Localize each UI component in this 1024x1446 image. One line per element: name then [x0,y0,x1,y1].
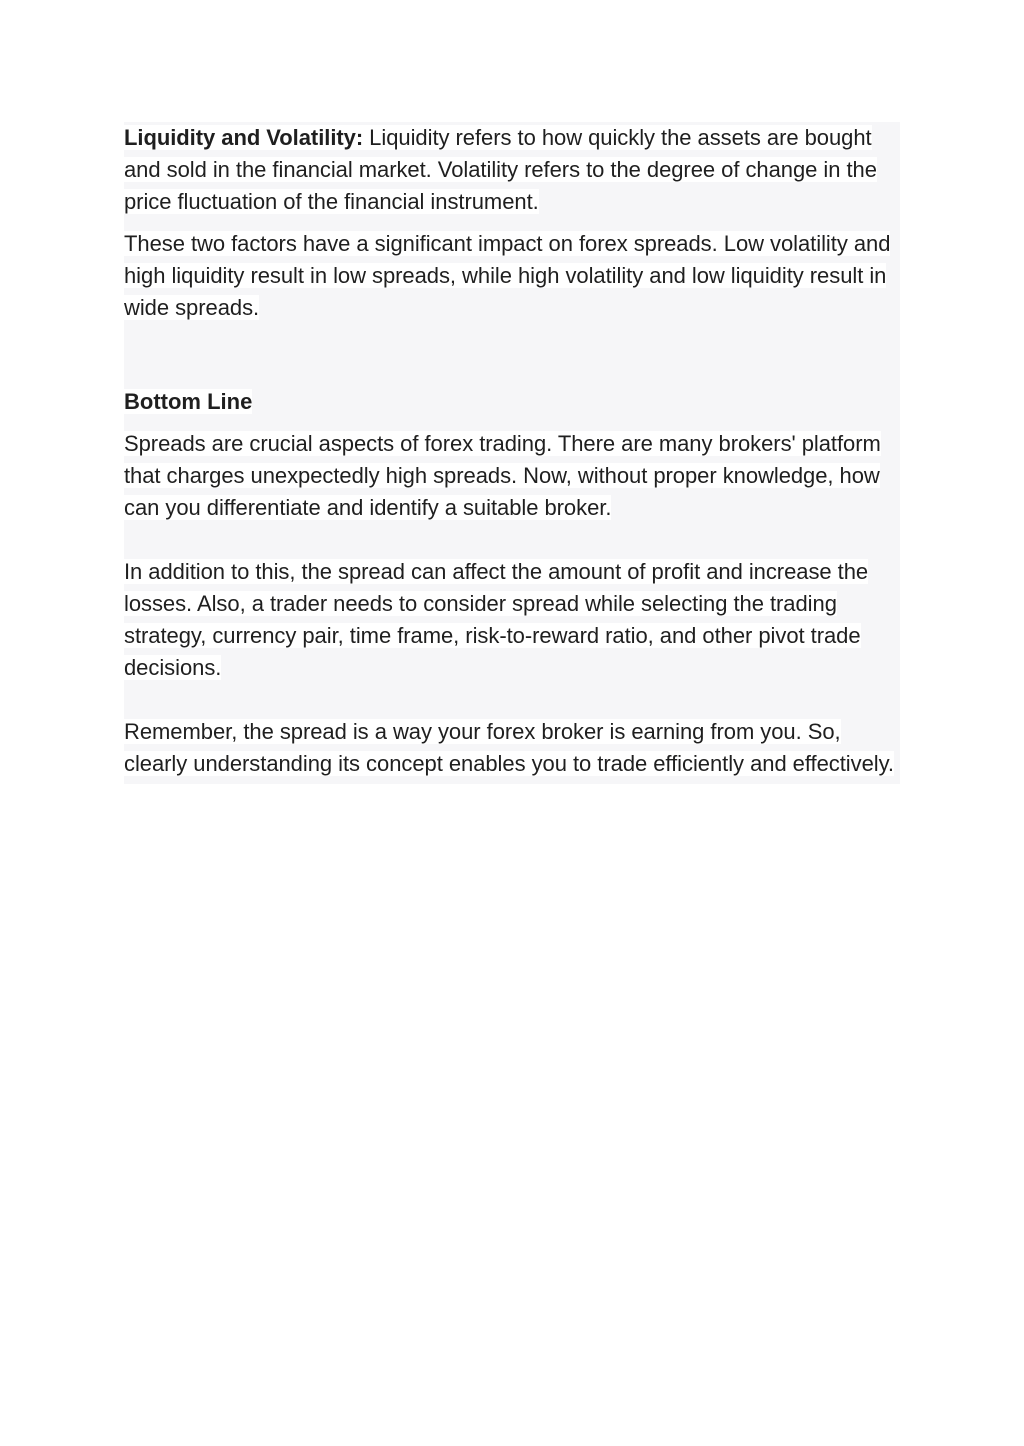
spacer [124,324,900,386]
impact-text: These two factors have a significant impact on forex spreads. Low volatility and high liquidity result in low spreads, while high volatility and low liquidity result in wide spreads. [124,231,891,320]
bottom-line-paragraph-2: In addition to this, the spread can affect the amount of profit and increase the losses. Also, a trader needs to consider spread while selecting the trading strategy, currency pair, time frame, risk-to-reward ratio, and other pivot trade decisions. [124,559,869,680]
spacer [124,684,900,716]
document-body [124,122,900,784]
spacer [124,524,900,556]
impact-paragraph [124,228,900,324]
spacer [124,218,900,228]
liquidity-label: Liquidity and Volatility: [124,125,364,150]
liquidity-text: Liquidity refers to how quickly the assets are bought and sold in the financial market. Volatility refers to the degree of change in the price fluctuation of the financial instrument. [124,125,877,214]
bottom-line-heading: Bottom Line [124,389,253,414]
spacer [124,418,900,428]
bottom-line-paragraph-1: Spreads are crucial aspects of forex trading. There are many brokers' platform that charges unexpectedly high spreads. Now, without proper knowledge, how can you differentiate and identify a suitable broker. [124,431,881,520]
liquidity-paragraph [124,122,900,218]
bottom-line-paragraph-3: Remember, the spread is a way your forex broker is earning from you. So, clearly understanding its concept enables you to trade efficiently and effectively. [124,719,894,776]
